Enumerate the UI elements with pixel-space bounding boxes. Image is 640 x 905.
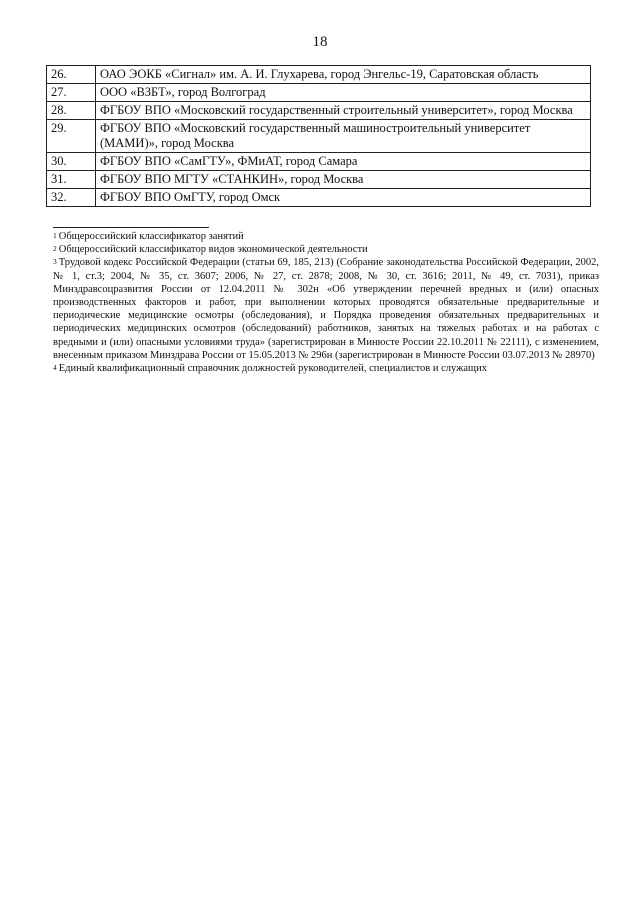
footnote-mark: 2 xyxy=(53,244,57,254)
footnote-3 xyxy=(53,256,599,362)
footnote-text: Общероссийский классификатор видов экономической деятельности xyxy=(58,244,368,256)
table-row xyxy=(47,66,591,84)
footnote-text: Общероссийский классификатор занятий xyxy=(58,231,244,242)
row-number: 30. xyxy=(47,153,96,171)
row-number: 28. xyxy=(47,102,96,120)
table-row xyxy=(47,102,591,120)
footnotes xyxy=(53,230,599,375)
footnote-text: Трудовой кодекс Российской Федерации (статьи 69, 185, 213) (Собрание законодательства Российской Федерации, 2002, № 1, ст.3; 2004, № 35, ст. 3607; 2006, № 27, ст. 2878; 2008, № 30, ст. 3616; 2011, № 49, ст. 7031), приказ Минздравсоцразвития России от 12.04.2011 № 302н «Об утверждении перечней вредных и (или) опасных производственных факторов и работ, при выполнении которых проводятся обязательные предварительные и периодические медицинские осмотры (обследования), и Порядка проведения обязательных предварительных и периодических медицинских осмотров (обследований) работников, занятых на тяжелых работах и на работах с вредными и (или) опасными условиями труда» (зарегистрирован в Минюсте России 22.10.2011 № 22111), с изменением, внесенным приказом Минздрава России от 15.05.2013 № 296н (зарегистрирован в Минюсте России 03.07.2013 № 28970) xyxy=(53,257,599,361)
organization-cell: ОАО ЭОКБ «Сигнал» им. А. И. Глухарева, город Энгельс-19, Саратовская область xyxy=(96,66,591,84)
organization-cell: ФГБОУ ВПО «Московский государственный строительный университет», город Москва xyxy=(96,102,591,120)
footnote-mark: 1 xyxy=(53,231,57,240)
footnote-mark: 3 xyxy=(53,257,57,267)
footnote-2 xyxy=(53,243,599,256)
organization-cell: ФГБОУ ВПО ОмГТУ, город Омск xyxy=(96,189,591,207)
footnote-4 xyxy=(53,362,599,375)
footnote-text: Единый квалификационный справочник должностей руководителей, специалистов и служащих xyxy=(58,363,488,375)
footnote-separator xyxy=(53,227,209,228)
organization-cell: ФГБОУ ВПО «СамГТУ», ФМиАТ, город Самара xyxy=(96,153,591,171)
row-number: 27. xyxy=(47,84,96,102)
row-number: 26. xyxy=(47,66,96,84)
organization-cell: ФГБОУ ВПО «Московский государственный машиностроительный университет (МАМИ)», город Москва xyxy=(96,120,591,153)
row-number: 32. xyxy=(47,189,96,207)
table-row xyxy=(47,171,591,189)
row-number: 31. xyxy=(47,171,96,189)
table-row xyxy=(47,120,591,153)
table-row xyxy=(47,189,591,207)
organization-cell: ФГБОУ ВПО МГТУ «СТАНКИН», город Москва xyxy=(96,171,591,189)
table-row xyxy=(47,84,591,102)
row-number: 29. xyxy=(47,120,96,153)
page-number: 18 xyxy=(312,34,328,50)
organization-cell: ООО «ВЗБТ», город Волгоград xyxy=(96,84,591,102)
footnote-1 xyxy=(53,230,599,243)
organizations-table xyxy=(46,65,591,207)
table-row xyxy=(47,153,591,171)
footnote-mark: 4 xyxy=(53,363,57,373)
